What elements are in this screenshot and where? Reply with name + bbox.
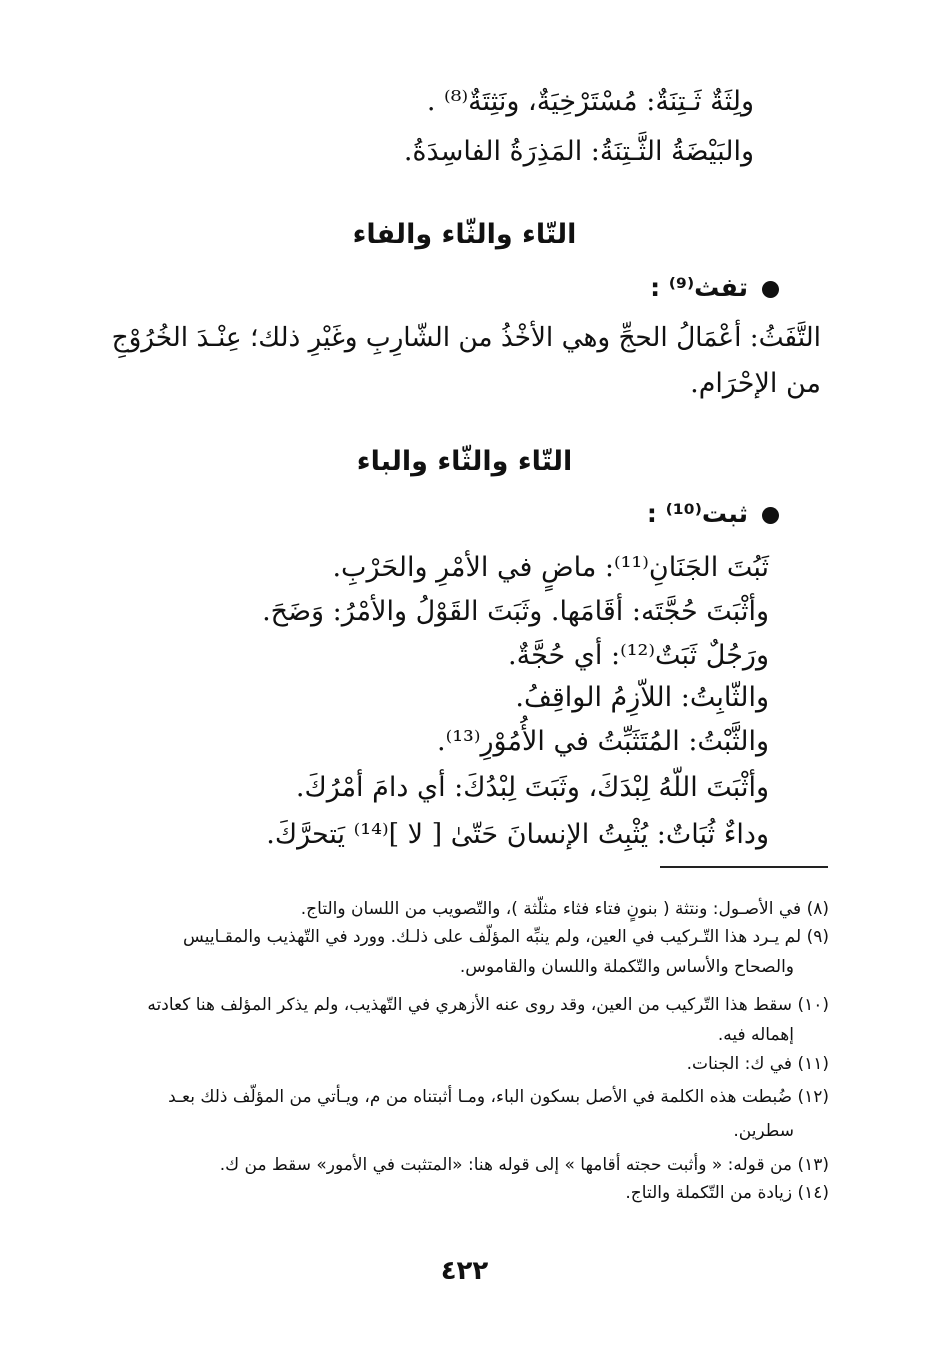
footnote (220, 1152, 829, 1179)
entry-label-text: تفث⁽⁹⁾ : (650, 273, 748, 302)
footnote-text: من قوله: « وأثبت حجته أقامها » إلى قوله هنا: «المتثبت في الأمور» سقط من ك. (219, 1155, 793, 1175)
text-line: التَّفَثُ: أعْمَالُ الحجِّ وهي الأخْذُ من الشّارِبِ وغَيْرِ ذلك؛ عِنْـدَ الخُرُوْجِ (111, 323, 821, 353)
footnote-text: زيادة من التّكملة والتاج. (625, 1183, 793, 1203)
footnote (109, 992, 829, 1019)
footnote-number: (٩) (806, 927, 829, 947)
entry-label-text: ثبت⁽¹⁰⁾ : (646, 499, 748, 528)
text-line: وأثْبَتَ اللّهُ لِبْدَكَ، وثَبَتَ لِبْدُكَ: أي دامَ أمْرُكَ. (295, 772, 769, 803)
text-line: والبَيْضَةُ الثَّـتِنَةُ: المَذِرَةُ الفاسِدَةُ. (403, 136, 754, 167)
footnote (109, 924, 829, 951)
footnote-number: (١١) (797, 1054, 829, 1074)
footnote-number: (١٤) (797, 1183, 829, 1203)
footnote-text: في ك: الجنات. (686, 1054, 793, 1074)
footnote-text: ضُبطت هذه الكلمة في الأصل بسكون الباء، ومـا أثبتناه من م، ويـأتي من المؤلّف ذلك بعـد (168, 1087, 793, 1107)
footnote-text: سقط هذا التّركيب من العين، وقد روى عنه الأزهري في التّهذيب، ولم يذكر المؤلف هنا كعادته (147, 995, 793, 1015)
footnote-separator (660, 866, 828, 868)
entry-label (647, 496, 779, 532)
page-number: ٤٢٢ (440, 1256, 489, 1286)
bullet-icon (762, 507, 779, 524)
text-line: ولِثَةٌ ثَـتِنَةٌ: مُسْتَرْخِيَةٌ، ونَثِتَةٌ⁽⁸⁾ . (426, 86, 754, 117)
footnote-number: (١٣) (797, 1155, 829, 1175)
footnote (89, 896, 829, 923)
footnote-continuation: سطرين. (733, 1121, 794, 1141)
footnote-text: لم يـرد هذا التّـركيب في العين، ولم ينبِّه المؤلّف على ذلـك. وورد في التّهذيب والمقـاييس (183, 927, 802, 947)
text-line: من الإحْرَام. (690, 368, 821, 399)
footnote-continuation: إهماله فيه. (717, 1025, 794, 1045)
bullet-icon (762, 281, 779, 298)
text-line: وداءٌ ثُبَاتٌ: يُثْبِتُ الإنسانَ حَتّىٰ [ لا ]⁽¹⁴⁾ يَتحرَّكَ. (266, 819, 769, 850)
footnote-number: (١٠) (797, 995, 829, 1015)
section-heading: التّاء والثّاء والباء (356, 446, 573, 477)
text-line: وأثْبَتَ حُجَّتَه: أقَامَها. وثَبَتَ القَوْلُ والأمْرُ: وَضَحَ. (262, 596, 769, 627)
text-line: والثّابِتُ: اللاّزِمُ الواقِفُ. (515, 682, 769, 713)
text-line: والثَّبْتُ: المُتَثَبِّتُ في الأُمُوْرِ⁽¹³⁾. (437, 726, 769, 757)
entry-label (650, 270, 779, 306)
footnote-text: في الأصـول: ونتثة ( بنونٍ فتاء فثاء مثلّثة )، والتّصويب من اللسان والتاج. (300, 899, 802, 919)
footnote (109, 1084, 829, 1111)
section-heading: التّاء والثّاء والفاء (352, 219, 577, 250)
text-line: ورَجُلٌ ثَبَتٌ⁽¹²⁾: أي حُجَّةٌ. (508, 640, 769, 671)
text-line: ثَبُتَ الجَنَانِ⁽¹¹⁾: ماضٍ في الأمْرِ والحَرْبِ. (332, 552, 769, 583)
footnote-continuation: والصحاح والأساس والتّكملة واللسان والقاموس. (459, 957, 794, 977)
footnote-number: (١٢) (797, 1087, 829, 1107)
footnote-number: (٨) (806, 899, 829, 919)
footnote (687, 1051, 829, 1078)
footnote (625, 1180, 829, 1207)
